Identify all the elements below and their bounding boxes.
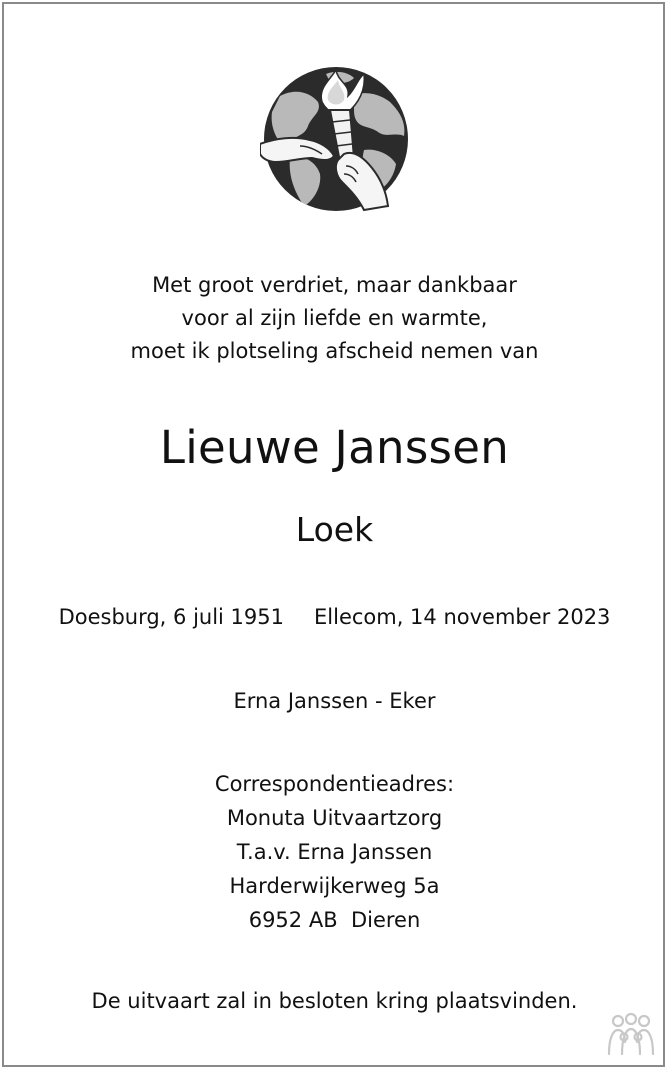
death-place-date: Ellecom, 14 november 2023	[314, 605, 611, 629]
intro-line-2: voor al zijn liefde en warmte,	[181, 306, 488, 330]
intro-text	[0, 269, 669, 368]
address-line-4: 6952 AB Dieren	[248, 908, 421, 932]
deceased-nickname: Loek	[295, 510, 374, 549]
globe-torch-hands-icon	[260, 66, 412, 212]
birth-place-date: Doesburg, 6 juli 1951	[58, 605, 284, 629]
life-dates	[0, 600, 669, 634]
signer-name: Erna Janssen - Eker	[233, 689, 436, 713]
people-group-icon	[606, 1012, 656, 1056]
correspondence-address	[0, 767, 669, 937]
deceased-name: Lieuwe Janssen	[159, 421, 510, 474]
address-line-1: Monuta Uitvaartzorg	[226, 806, 443, 830]
intro-line-3: moet ik plotseling afscheid nemen van	[130, 339, 539, 363]
address-line-3: Harderwijkerweg 5a	[229, 874, 440, 898]
intro-line-1: Met groot verdriet, maar dankbaar	[152, 273, 517, 297]
address-heading: Correspondentieadres:	[214, 772, 455, 796]
address-line-2: T.a.v. Erna Janssen	[236, 840, 433, 864]
funeral-notice: De uitvaart zal in besloten kring plaatsvinden.	[91, 989, 578, 1013]
